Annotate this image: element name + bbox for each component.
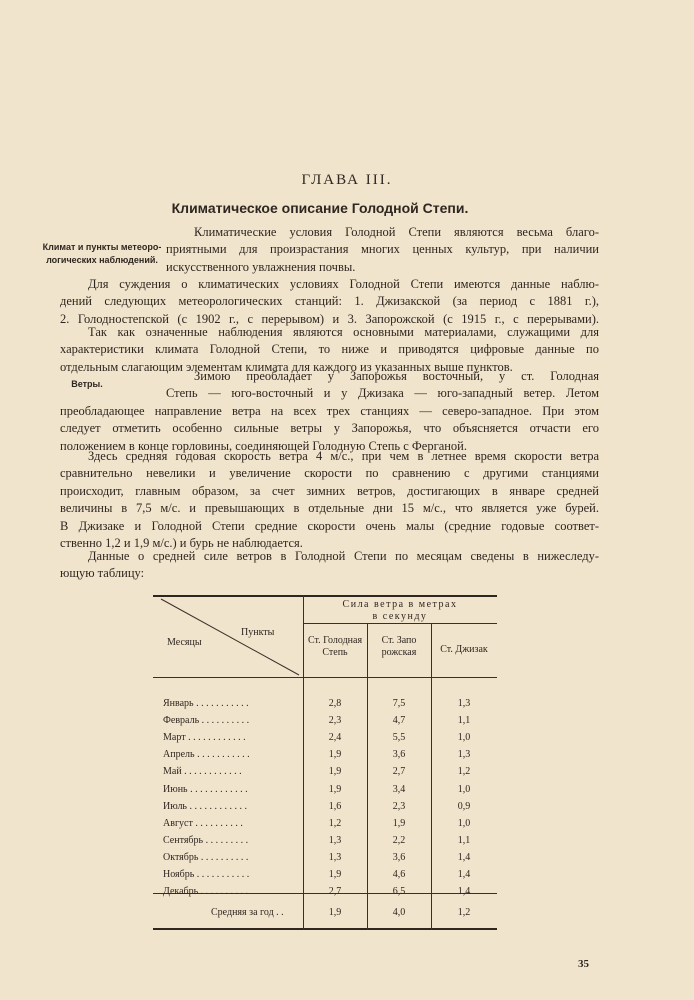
- column-header-line: Ст. Голодная: [307, 635, 363, 646]
- table-cell-value: 2,7: [392, 766, 406, 778]
- margin-note-winds: Ветры.: [71, 379, 103, 389]
- table-row-month: Февраль . . . . . . . . . .: [163, 715, 250, 727]
- column-header-golodnaya: [303, 635, 367, 659]
- table-row-month: Ноябрь . . . . . . . . . . .: [163, 869, 250, 880]
- table-rule: [153, 677, 497, 678]
- table-row-month: Июль . . . . . . . . . . . .: [163, 800, 247, 812]
- column-header-line: Ст. Запо: [381, 635, 417, 646]
- table-cell-value: 0,9: [457, 800, 471, 812]
- table-cell-value: 3,4: [392, 783, 406, 795]
- table-cell-value: 1,4: [457, 869, 471, 880]
- table-cell-value: 2,8: [328, 698, 342, 709]
- margin-note-line: логических наблюдений.: [46, 255, 158, 265]
- table-cell-value: 1,3: [328, 834, 342, 846]
- text-line: приятными для произрастания многих ценных культур, при наличии: [166, 242, 599, 257]
- text-line: происходит, главным образом, за счет зимних ветров, достигающих в январе средней: [60, 483, 599, 498]
- table-cell-value: 2,2: [392, 834, 406, 846]
- table-row-month: Август . . . . . . . . . .: [163, 817, 243, 829]
- text-line: Так как означенные наблюдения являются основными материалами, служащими для: [88, 325, 599, 339]
- table-cell-value: 3,6: [392, 749, 406, 761]
- margin-note-climate: [42, 241, 162, 267]
- table-cell-value: 1,9: [328, 783, 342, 795]
- table-row-month: Октябрь . . . . . . . . . .: [163, 851, 249, 863]
- table-cell-value: 1,9: [328, 749, 342, 761]
- text-line: величины в 7,5 м/с. и превышающих в отдельные дни 15 м/с., что является уже бурей.: [60, 501, 599, 516]
- table-row-month: Январь . . . . . . . . . . .: [163, 698, 249, 709]
- table-cell-value: 1,4: [457, 886, 471, 898]
- group-header-line: Сила ветра в метрах: [342, 599, 458, 610]
- total-value: 1,9: [328, 907, 342, 918]
- table-cell-value: 7,5: [392, 698, 406, 709]
- table-cell-value: 1,9: [328, 869, 342, 880]
- table-cell-value: 6,5: [392, 886, 406, 898]
- table-cell-value: 1,0: [457, 783, 471, 795]
- text-line: характеристики климата Голодной Степи, то ниже и приводятся цифровые данные по: [60, 342, 599, 357]
- group-header-line: в секунду: [372, 611, 428, 622]
- corner-header-months: Месяцы: [167, 637, 202, 648]
- group-header: [303, 599, 497, 623]
- column-header-zaporozhskaya: [367, 635, 431, 659]
- section-title: Климатическое описание Голодной Степи.: [171, 200, 469, 216]
- table-cell-value: 4,6: [392, 869, 406, 880]
- text-line: положением в конце горловины, соединяющей Голодную Степь с Ферганой.: [60, 438, 467, 453]
- text-line: В Джизаке и Голодной Степи средние скорости очень малы (средние годовые соответ-: [60, 518, 599, 533]
- column-header-dzhizak: [431, 644, 497, 656]
- paragraph-speed: [60, 448, 599, 552]
- table-row-month: Апрель . . . . . . . . . . .: [163, 749, 250, 761]
- margin-note-line: Климат и пункты метеоро-: [42, 242, 162, 252]
- paragraph-stations: [60, 276, 599, 328]
- text-line: Климатические условия Голодной Степи являются весьма благо-: [194, 225, 599, 239]
- chapter-heading: ГЛАВА III.: [301, 172, 393, 188]
- total-value: 1,2: [457, 907, 471, 918]
- table-cell-value: 2,3: [328, 715, 342, 727]
- table-rule: [303, 623, 497, 624]
- text-line: преобладающее направление ветра на всех трех станциях — северо-западное. При этом: [60, 404, 599, 418]
- table-row-month: Декабрь . . . . . . . . . .: [163, 886, 249, 898]
- text-line: дений следующих метеорологических станций: 1. Джизакской (за период с 1881 г.),: [60, 294, 599, 309]
- text-line: Зимою преобладает у Запорожья восточный, у ст. Голодная: [194, 369, 599, 383]
- corner-header-points: Пункты: [241, 627, 275, 638]
- wind-speed-table: [153, 595, 497, 930]
- table-cell-value: 1,9: [392, 817, 406, 829]
- table-cell-value: 1,9: [328, 766, 342, 778]
- table-cell-value: 2,7: [328, 886, 342, 898]
- table-cell-value: 1,2: [328, 817, 342, 829]
- column-header-line: Степь: [322, 647, 348, 658]
- text-line: искусственного увлажнения почвы.: [166, 259, 356, 274]
- table-cell-value: 1,0: [457, 817, 471, 829]
- table-rule: [153, 928, 497, 930]
- text-line: Данные о средней силе ветров в Голодной Степи по месяцам сведены в нижеследу-: [88, 549, 599, 563]
- table-cell-value: 1,2: [457, 766, 471, 778]
- table-row-month: Март . . . . . . . . . . . .: [163, 732, 246, 744]
- column-header-line: рожская: [381, 647, 417, 658]
- text-line: следует отметить особенно сильные ветры у Запорожья, что объясняется отчасти его: [60, 421, 599, 436]
- text-line: 2. Голодностепской (с 1902 г., с перерывом) и 3. Запорожской (с 1915 г., с перерывами).: [60, 311, 599, 326]
- table-row-month: Сентябрь . . . . . . . . .: [163, 834, 249, 846]
- table-cell-value: 1,1: [457, 834, 471, 846]
- total-value: 4,0: [392, 907, 406, 918]
- paragraph-intro: [166, 224, 599, 276]
- text-line: Для суждения о климатических условиях Голодной Степи имеются данные наблю-: [88, 277, 599, 291]
- page-number: 35: [578, 958, 589, 970]
- table-cell-value: 1,3: [457, 698, 471, 709]
- paragraph-winds-intro: [166, 368, 599, 403]
- text-line: ющую таблицу:: [60, 566, 145, 581]
- table-cell-value: 1,3: [457, 749, 471, 761]
- total-label: Средняя за год . .: [211, 907, 284, 918]
- table-cell-value: 3,6: [392, 851, 406, 863]
- table-row-month: Май . . . . . . . . . . . .: [163, 766, 242, 778]
- table-cell-value: 1,1: [457, 715, 471, 727]
- table-cell-value: 2,4: [328, 732, 342, 744]
- text-line: ственно 1,2 и 1,9 м/с.) и бурь не наблюдается.: [60, 536, 303, 551]
- table-row-month: Июнь . . . . . . . . . . . .: [163, 783, 248, 795]
- table-cell-value: 5,5: [392, 732, 406, 744]
- table-cell-value: 1,3: [328, 851, 342, 863]
- table-cell-value: 4,7: [392, 715, 406, 727]
- column-header-line: Ст. Джизак: [440, 644, 488, 655]
- table-cell-value: 1,0: [457, 732, 471, 744]
- text-line: сравнительно невелики и увеличение скорости по сравнению с другими станциями: [60, 466, 599, 481]
- table-cell-value: 2,3: [392, 800, 406, 812]
- text-line: Здесь средняя годовая скорость ветра 4 м/с., при чем в летнее время скорости ветра: [88, 449, 599, 463]
- paragraph-table-intro: [60, 548, 599, 583]
- table-cell-value: 1,4: [457, 851, 471, 863]
- text-line: отдельным слагающим элементам климата для каждого из указанных выше пунктов.: [60, 359, 513, 374]
- text-line: Степь — юго-восточный и у Джизака — юго-западный ветер. Летом: [166, 386, 599, 401]
- table-cell-value: 1,6: [328, 800, 342, 812]
